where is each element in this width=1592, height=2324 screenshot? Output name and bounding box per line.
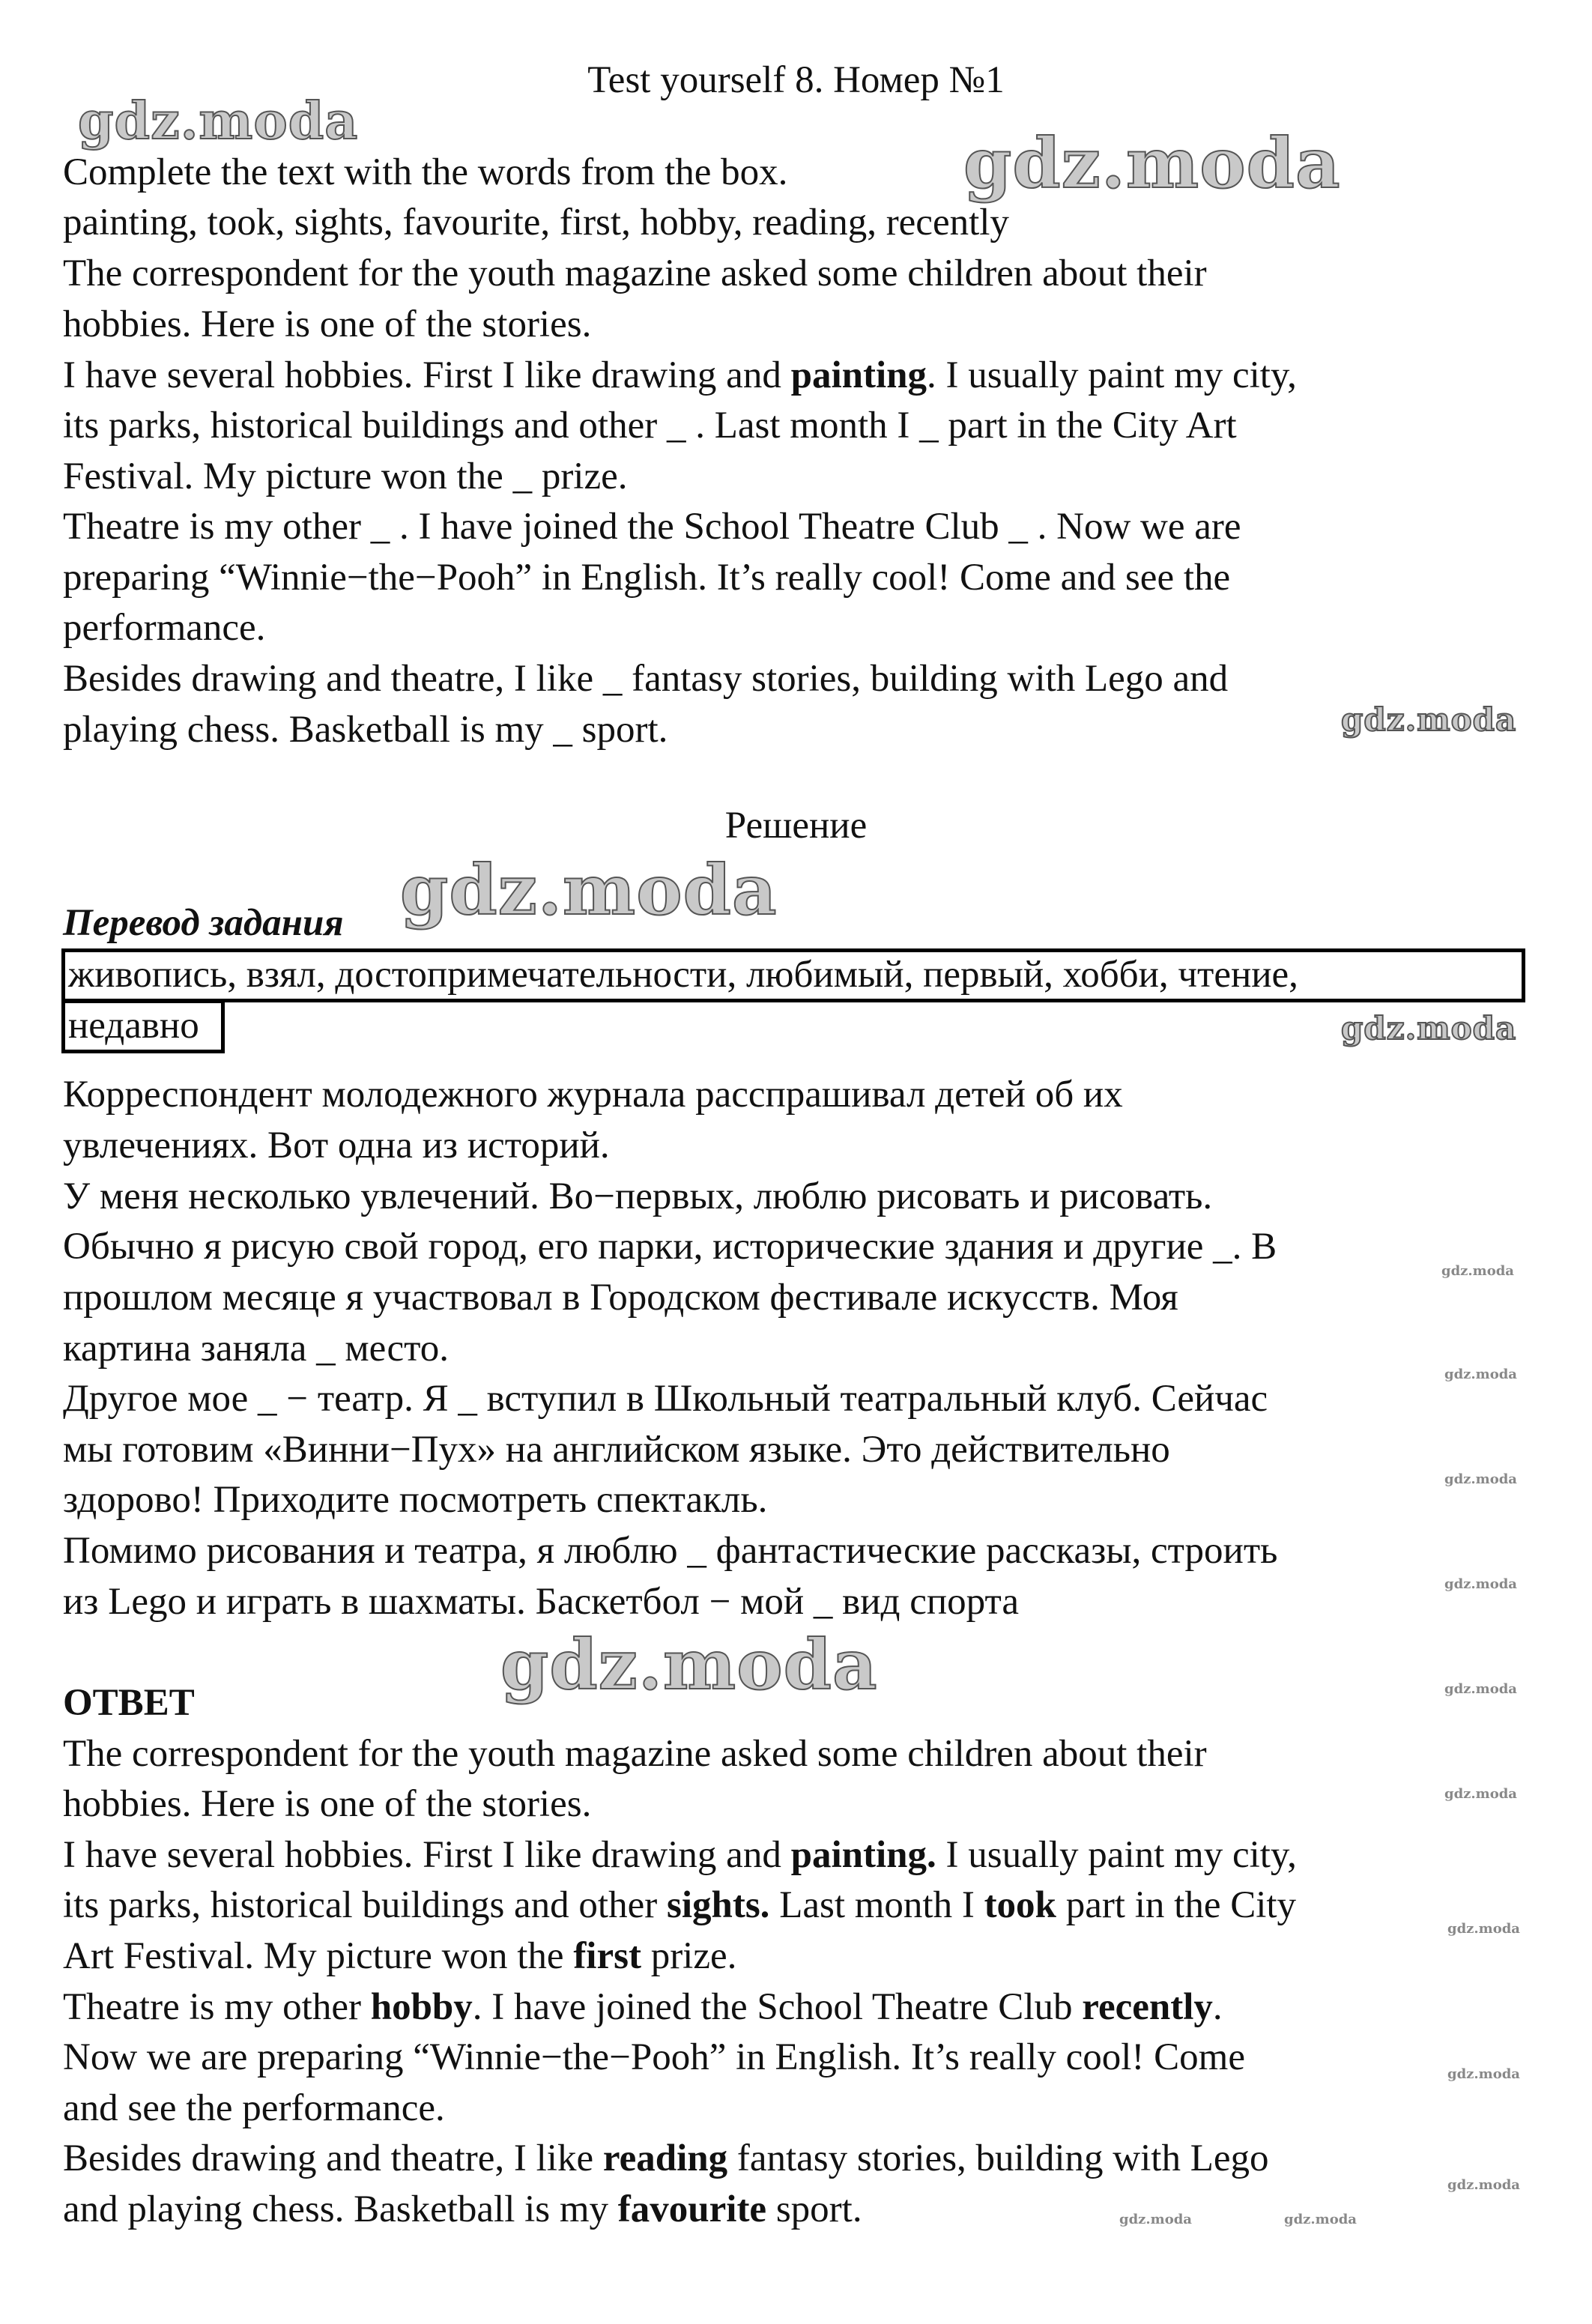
answer-line: Theatre is my other hobby. I have joined the School Theatre Club recently.	[63, 1986, 1223, 2028]
watermark-logo: gdz.moda	[78, 91, 359, 151]
task-text-line: I have several hobbies. First I like drawing and painting. I usually paint my city,	[63, 354, 1297, 396]
translation-line: мы готовим «Винни−Пух» на английском языке. Это действительно	[63, 1429, 1170, 1471]
task-text-line: hobbies. Here is one of the stories.	[63, 303, 592, 345]
task-text-line: Festival. My picture won the _ prize.	[63, 456, 628, 497]
translation-line: Корреспондент молодежного журнала расспрашивал детей об их	[63, 1074, 1123, 1116]
answer-line: its parks, historical buildings and other sights. Last month I took part in the City	[63, 1884, 1297, 1926]
task-text-line: its parks, historical buildings and other _ . Last month I _ part in the City Art	[63, 405, 1237, 447]
watermark-small: gdz.moda	[1284, 2212, 1357, 2227]
watermark-small: gdz.moda	[1444, 1786, 1517, 1802]
answer-line: hobbies. Here is one of the stories.	[63, 1783, 592, 1825]
watermark-small: gdz.moda	[1444, 1681, 1517, 1697]
watermark-small: gdz.moda	[1447, 2066, 1520, 2082]
translation-line: здорово! Приходите посмотреть спектакль.	[63, 1479, 768, 1521]
watermark-small: gdz.moda	[1444, 1471, 1517, 1487]
translation-line: Помимо рисования и театра, я люблю _ фантастические рассказы, строить	[63, 1530, 1278, 1572]
watermark-small: gdz.moda	[1444, 1367, 1517, 1382]
translation-line: Обычно я рисую свой город, его парки, исторические здания и другие _. В	[63, 1226, 1277, 1268]
answer-line: I have several hobbies. First I like drawing and painting. I usually paint my city,	[63, 1834, 1297, 1876]
task-text-line: Besides drawing and theatre, I like _ fantasy stories, building with Lego and	[63, 658, 1229, 700]
translation-word-list-end: недавно	[68, 1005, 199, 1047]
translation-line: увлечениях. Вот одна из историй.	[63, 1125, 610, 1166]
translation-word-box-row1	[61, 948, 1525, 1002]
translation-word-list: живопись, взял, достопримечательности, любимый, первый, хобби, чтение,	[68, 954, 1298, 996]
answer-line: Art Festival. My picture won the first prize.	[63, 1935, 737, 1977]
task-text-line: preparing “Winnie−the−Pooh” in English. It’s really cool! Come and see the	[63, 557, 1231, 599]
watermark-small: gdz.moda	[1444, 1576, 1517, 1592]
task-word-list: painting, took, sights, favourite, first, hobby, reading, recently	[63, 202, 1009, 243]
translation-line: У меня несколько увлечений. Во−первых, люблю рисовать и рисовать.	[63, 1175, 1213, 1217]
answer-line: and see the performance.	[63, 2087, 445, 2129]
watermark-logo: gdz.moda	[500, 1624, 878, 1705]
translation-line: картина заняла _ место.	[63, 1328, 450, 1370]
translation-heading: Перевод задания	[63, 902, 344, 944]
answer-heading: ОТВЕТ	[63, 1682, 195, 1724]
answer-line: The correspondent for the youth magazine asked some children about their	[63, 1733, 1207, 1775]
watermark-logo: gdz.moda	[963, 123, 1341, 204]
translation-word-box-row2	[61, 999, 225, 1053]
watermark-small: gdz.moda	[1447, 1921, 1520, 1937]
translation-line: прошлом месяце я участвовал в Городском фестивале искусств. Моя	[63, 1277, 1178, 1319]
watermark-logo: gdz.moda	[1341, 701, 1517, 738]
translation-line: Другое мое _ − театр. Я _ вступил в Школьный театральный клуб. Сейчас	[63, 1378, 1268, 1420]
watermark-small: gdz.moda	[1447, 2177, 1520, 2193]
task-instruction: Complete the text with the words from the box.	[63, 151, 788, 193]
watermark-logo: gdz.moda	[400, 850, 778, 930]
translation-line: из Lego и играть в шахматы. Баскетбол − мой _ вид спорта	[63, 1581, 1020, 1623]
answer-line: Now we are preparing “Winnie−the−Pooh” in English. It’s really cool! Come	[63, 2036, 1245, 2078]
task-text-line: playing chess. Basketball is my _ sport.	[63, 709, 668, 751]
task-text-line: performance.	[63, 607, 266, 649]
solution-heading: Решение	[724, 805, 868, 847]
task-text-line: The correspondent for the youth magazine asked some children about their	[63, 252, 1207, 294]
answer-line: and playing chess. Basketball is my favourite sport.	[63, 2188, 862, 2230]
page-title: Test yourself 8. Номер №1	[587, 59, 1005, 101]
task-text-line: Theatre is my other _ . I have joined the School Theatre Club _ . Now we are	[63, 506, 1241, 548]
answer-line: Besides drawing and theatre, I like reading fantasy stories, building with Lego	[63, 2137, 1269, 2179]
watermark-small: gdz.moda	[1119, 2212, 1192, 2227]
watermark-small: gdz.moda	[1441, 1263, 1514, 1279]
watermark-logo: gdz.moda	[1341, 1010, 1517, 1047]
